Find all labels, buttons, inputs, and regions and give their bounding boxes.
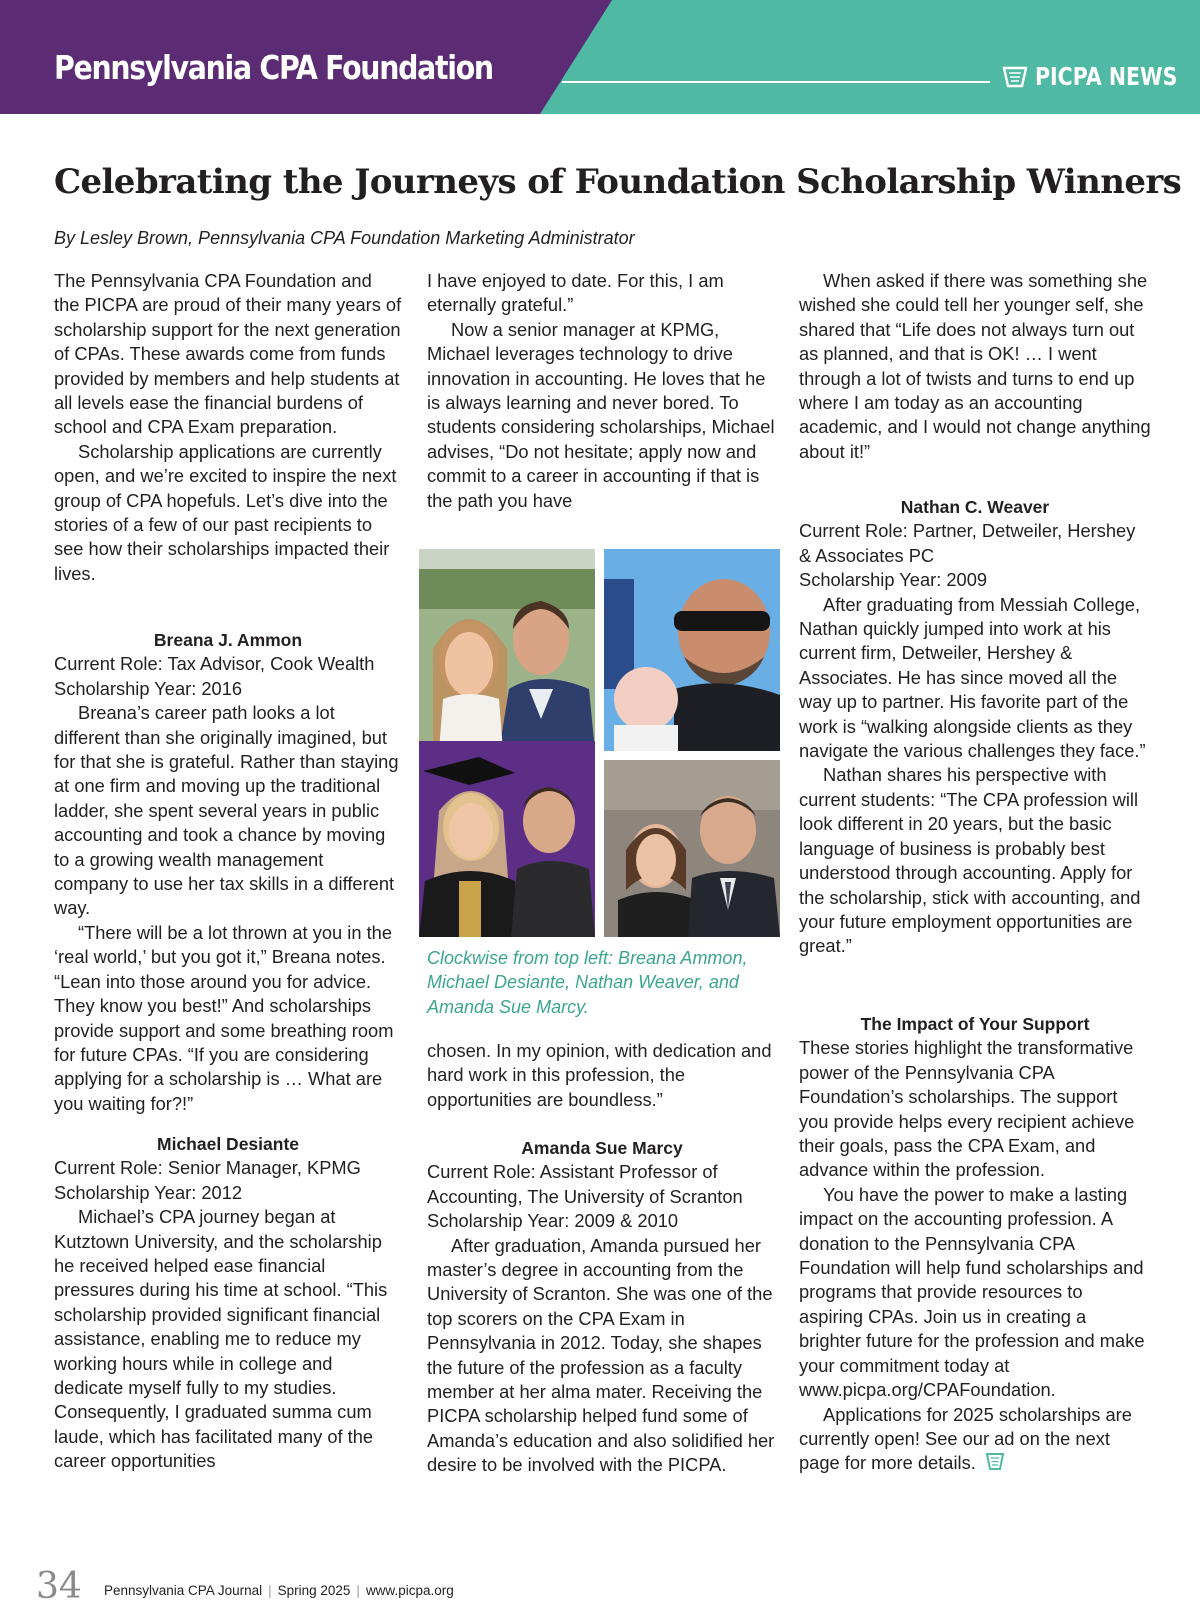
section-title: Pennsylvania CPA Foundation [54,48,493,87]
impact-section [799,1012,1151,1476]
profile-role [54,652,402,676]
amanda-paragraph-1: After graduation, Amanda pursued her master’s degree in accounting from the University of Scranton. She was one of the top scorers on the CPA Exam in Pennsylvania in 2012. Today, she shapes the future of the profession as a faculty member at her alma mater. Receiving the PICPA scholarship helped fund some of Amanda’s education and also solidified her desire to be involved with the PICPA. [427,1234,775,1476]
page-footer [104,1583,454,1598]
impact-heading: The Impact of Your Support [860,1014,1090,1034]
end-mark-keystone-icon [985,1452,1005,1471]
photo-michael-desiante [604,549,780,751]
footer-separator: | [268,1583,272,1598]
year-value: 2012 [201,1181,243,1203]
picpa-news-tag [1002,62,1200,91]
photo-amanda-sue-marcy [419,741,595,937]
profile-year [427,1209,777,1233]
year-value: 2009 [946,569,988,591]
picpa-news-label: PICPA NEWS [1035,62,1178,91]
profile-year [799,568,1151,592]
amanda-continued [799,269,1151,464]
intro-section [54,269,402,586]
year-label: Scholarship Year: [54,677,197,699]
profile-year [54,677,402,701]
year-label: Scholarship Year: [427,1210,570,1232]
impact-paragraph-3: Applications for 2025 scholarships are currently open! See our ad on the next page for more details. [799,1403,1132,1474]
photo-michael-desiante-image [604,549,780,751]
year-label: Scholarship Year: [799,569,942,591]
profile-role [427,1160,777,1209]
footer-issue: Spring 2025 [277,1583,351,1598]
picpa-keystone-icon [1002,65,1028,89]
profile-name: Nathan C. Weaver [900,497,1050,517]
role-value: Tax Advisor, Cook Wealth [167,653,375,675]
year-label: Scholarship Year: [54,1181,197,1203]
role-label: Current Role: [799,520,908,542]
profile-name: Amanda Sue Marcy [521,1138,683,1158]
year-value: 2009 & 2010 [574,1210,679,1232]
profile-year [54,1181,402,1205]
article-headline: Celebrating the Journeys of Foundation Scholarship Winners [54,162,1182,202]
photo-amanda-sue-marcy-image [419,741,595,937]
profile-role [54,1156,402,1180]
profile-breana [54,628,402,1116]
article-byline: By Lesley Brown, Pennsylvania CPA Foundation Marketing Administrator [54,228,635,248]
michael-continued [427,269,777,513]
profile-michael [54,1132,402,1474]
role-value: Partner, Detweiler, Hershey & Associates PC [799,520,1136,566]
profile-name: Breana J. Ammon [153,630,303,650]
photo-caption: Clockwise from top left: Breana Ammon, Michael Desiante, Nathan Weaver, and Amanda Sue Marcy. [427,948,748,1017]
intro-paragraph-2: Scholarship applications are currently open, and we’re excited to inspire the next group of CPA hopefuls. Let’s dive into the stories of a few of our past recipients to see how their scholarships impacted their lives. [54,440,397,584]
year-value: 2016 [201,677,243,699]
photo-nathan-weaver-image [604,760,780,937]
role-label: Current Role: [427,1161,536,1183]
intro-paragraph-1: The Pennsylvania CPA Foundation and the PICPA are proud of their many years of scholarship support for the next generation of CPAs. These awards come from funds provided by members and help students at all levels ease the financial burdens of school and CPA Exam preparation. [54,270,402,438]
role-value: Assistant Professor of Accounting, The University of Scranton [427,1161,743,1207]
footer-url[interactable]: www.picpa.org [365,1583,454,1598]
photo-breana-ammon-image [419,549,595,751]
michael-paragraph-2b: chosen. In my opinion, with dedication and hard work in this profession, the opportunities are boundless.” [427,1040,772,1110]
footer-separator: | [356,1583,360,1598]
profile-amanda [427,1136,777,1478]
michael-ending [427,1039,777,1112]
michael-paragraph-1b: I have enjoyed to date. For this, I am eternally grateful.” [427,270,724,316]
amanda-paragraph-2: When asked if there was something she wished she could tell her younger self, she shared that “Life does not always turn out as planned, and that is OK! … I went through a lot of twists and turns to end up where I am today as an accounting academic, and I would not change anything about it!” [799,270,1151,462]
photo-breana-ammon [419,549,595,751]
section-header [0,0,1200,114]
michael-paragraph-1a: Michael’s CPA journey began at Kutztown University, and the scholarship he received helped ease financial pressures during his time at school. “This scholarship provided significant financial assistance, enabling me to reduce my working hours while in college and dedicate myself fully to my studies. Consequently, I graduated summa cum laude, which has facilitated many of the career opportunities [54,1206,388,1472]
role-value: Senior Manager, KPMG [167,1157,361,1179]
photo-nathan-weaver [604,760,780,937]
header-rule [562,81,990,83]
role-label: Current Role: [54,1157,163,1179]
nathan-paragraph-2: Nathan shares his perspective with current students: “The CPA profession will look different in 20 years, but the basic language of business is probably best understood through accounting. Apply for the scholarship, stick with accounting, and your future employment opportunities are great.” [799,764,1141,957]
profile-role [799,519,1151,568]
profile-name: Michael Desiante [157,1134,299,1154]
breana-paragraph-1: Breana’s career path looks a lot different than she originally imagined, but for that she is grateful. Rather than staying at one firm and moving up the traditional ladder, she spent several years in public accounting and took a chance by moving to a growing wealth management company to use her tax skills in a different way. [54,702,399,919]
michael-paragraph-2a: Now a senior manager at KPMG, Michael leverages technology to drive innovation in accounting. He loves that he is always learning and never bored. To students considering scholarships, Michael advises, “Do not hesitate; apply now and commit to a career in accounting if that is the path you have [427,318,775,511]
role-label: Current Role: [54,653,163,675]
impact-paragraph-1: These stories highlight the transformative power of the Pennsylvania CPA Foundation’s scholarships. The support you provide helps every recipient achieve their goals, pass the CPA Exam, and advance within the profession. [799,1037,1135,1181]
breana-paragraph-2: “There will be a lot thrown at you in the ‘real world,’ but you got it,” Breana notes. “Lean into those around you for advice. They know you best!” And scholarships provide support and some breathing room for future CPAs. “If you are considering applying for a scholarship is … What are you waiting for?!” [54,921,394,1114]
page-number: 34 [36,1566,82,1606]
impact-paragraph-2: You have the power to make a lasting impact on the accounting profession. A donation to the Pennsylvania CPA Foundation will help fund scholarships and programs that provide resources to aspiring CPAs. Join us in creating a brighter future for the profession and make your commitment today at www.picpa.org/CPAFoundation. [799,1183,1145,1401]
profile-nathan [799,495,1151,959]
nathan-paragraph-1: After graduating from Messiah College, Nathan quickly jumped into work at his current firm, Detweiler, Hershey & Associates. He has since moved all the way up to partner. His favorite part of the work is “walking alongside clients as they navigate the various challenges they face.” [799,593,1146,762]
footer-journal: Pennsylvania CPA Journal [104,1583,263,1598]
